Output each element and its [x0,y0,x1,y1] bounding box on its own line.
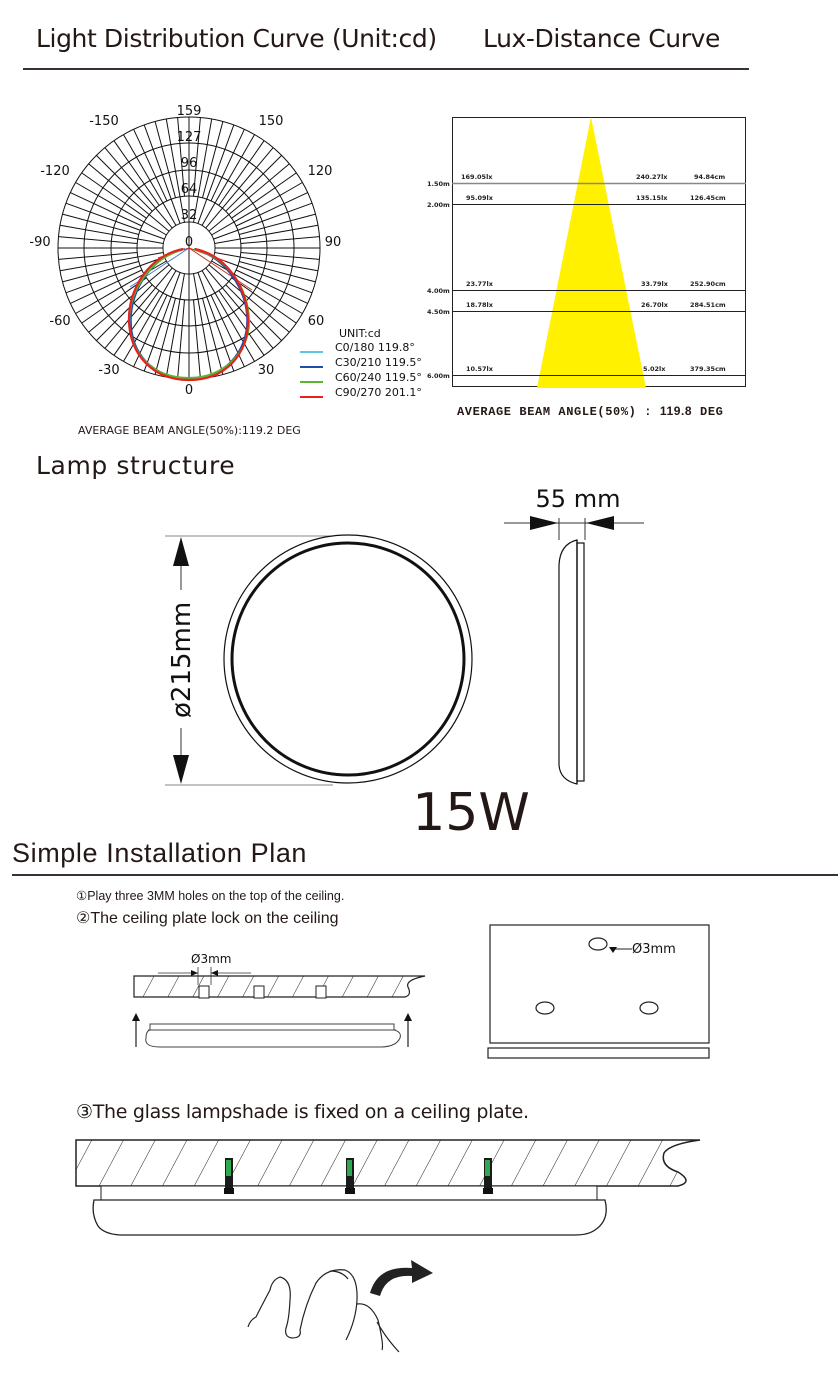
lux-avg-5: 5.02lx [643,365,666,373]
angle-label-30: 30 [257,363,275,378]
lux-center-3: 23.77lx [466,280,493,288]
legend-unit: UNIT:cd [339,327,381,340]
lux-avg-2: 135.15lx [636,194,668,202]
install-step-3: ③The glass lampshade is fixed on a ceiling plate. [76,1101,529,1123]
hole-label-plate: Ø3mm [632,942,676,957]
lux-distance-chart [420,110,760,400]
ring-label-159: 159 [176,104,202,119]
lamp-structure-title: Lamp structure [36,451,236,480]
lux-center-5: 10.57lx [466,365,493,373]
ring-label-127: 127 [176,130,202,145]
lamp-outer-ring [224,535,472,783]
depth-dimension [504,485,644,540]
install-step-2: ②The ceiling plate lock on the ceiling [76,910,339,927]
ring-label-64: 64 [180,182,198,197]
polar-beam-angle-text: AVERAGE BEAM ANGLE(50%):119.2 DEG [78,424,301,437]
lux-beam-angle-text [457,404,723,419]
install-step-1: ①Play three 3MM holes on the top of the ceiling. [76,889,345,903]
angle-label-minus120: -120 [40,164,70,179]
installation-title: Simple Installation Plan [12,838,308,868]
lux-avg-4: 26.70lx [641,301,668,309]
lamp-inner-ring [232,543,464,775]
angle-label-90: 90 [324,235,342,250]
lampshade-fixing-drawing [60,1130,720,1250]
lux-distance-2: 2.00m [427,201,450,209]
rotate-arrow-icon [370,1260,433,1296]
lux-center-1: 169.05lx [461,173,493,181]
lux-distance-5: 6.00m [427,372,450,380]
lux-avg-1: 240.27lx [636,173,668,181]
hole-label-side: Ø3mm [191,952,232,966]
lux-center-2: 95.09lx [466,194,493,202]
lux-distance-3: 4.00m [427,287,450,295]
ring-label-0: 0 [184,235,194,250]
lux-beam-angle-value: 119.8 [659,404,693,418]
legend-label-c0: C0/180 119.8° [335,341,415,354]
ring-label-32: 32 [180,208,198,223]
lux-diameter-4: 284.51cm [690,301,726,309]
ceiling-plate-top-view [480,915,720,1065]
diameter-dimension [165,536,333,785]
diameter-label: ø215mm [167,601,197,718]
polar-legend [300,327,422,399]
angle-label-0: 0 [184,383,194,398]
legend-label-c30: C30/210 119.5° [335,356,422,369]
legend-label-c60: C60/240 119.5° [335,371,422,384]
depth-label: 55 mm [535,485,621,513]
lux-diameter-3: 252.90cm [690,280,726,288]
power-label: 15W [412,783,530,840]
lux-distance-4: 4.50m [427,308,450,316]
lux-distance-title: Lux-Distance Curve [483,24,720,53]
angle-label-minus30: -30 [98,363,120,378]
lux-diameter-5: 379.35cm [690,365,726,373]
lux-beam-angle-prefix: AVERAGE BEAM ANGLE(50%) : [457,405,660,419]
ceiling-side-view [120,940,440,1060]
angle-label-120: 120 [307,164,333,179]
lux-distance-1: 1.50m [427,180,450,188]
installation-divider [12,874,838,876]
hand-twist-icon [200,1240,460,1380]
lux-center-4: 18.78lx [466,301,493,309]
angle-label-minus90: -90 [29,235,51,250]
lux-diameter-1: 94.84cm [694,173,726,181]
lux-avg-3: 33.79lx [641,280,668,288]
angle-label-150: 150 [258,114,284,129]
lux-beam-angle-unit: DEG [692,405,724,419]
lux-diameter-2: 126.45cm [690,194,726,202]
angle-label-60: 60 [307,314,325,329]
lamp-structure-drawing [150,480,670,840]
angle-label-minus60: -60 [49,314,71,329]
legend-label-c90: C90/270 201.1° [335,386,422,399]
lamp-side-profile [559,540,584,784]
light-distribution-title: Light Distribution Curve (Unit:cd) [36,24,437,53]
polar-light-distribution-chart [0,90,440,410]
ring-label-96: 96 [180,156,198,171]
header-divider [23,68,749,70]
angle-label-minus150: -150 [89,114,119,129]
